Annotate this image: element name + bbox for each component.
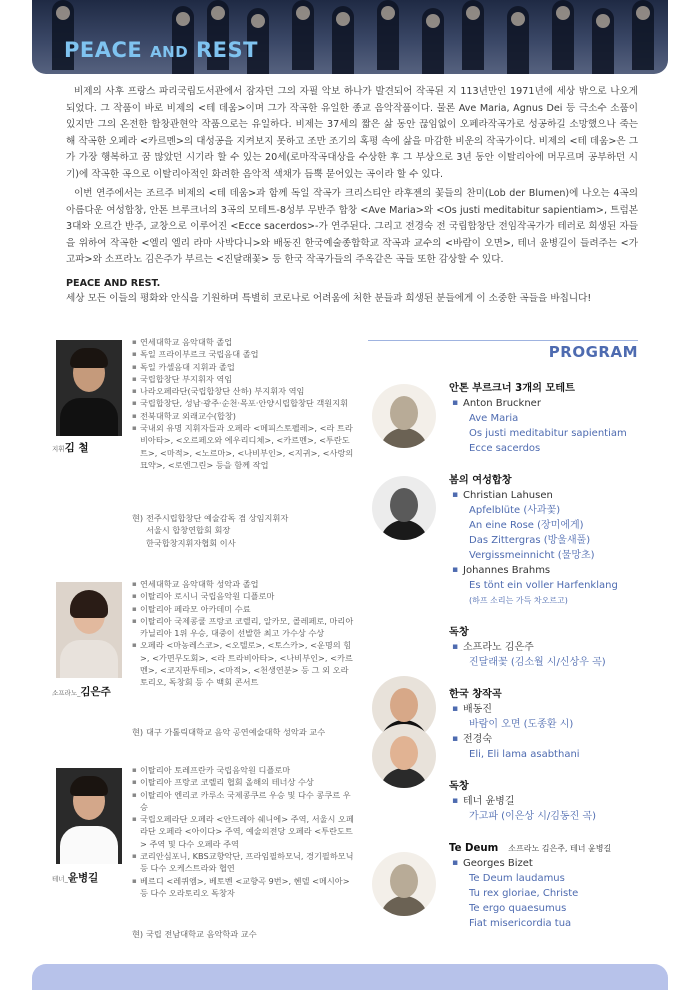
intro-paragraph-2: 이번 연주에서는 조르주 비제의 <테 데움>과 함께 독일 작곡가 크리스티안 라후젠의 꽃들의 찬미(Lob der Blumen)에 나오는 4곡의 아름다운 여성합창, 안톤 브루크너의 3곡의 모테트-8성부 무반주 합창 <Ave Maria>와 <Os justi meditabitur sapientiam>, 트럼본 3대와 오르간 반주, 교창으로 이루어진 <Ecce sacerdos>-가 연주된다. 그리고 전경숙 전 국립합창단 전임작곡가가 테러로 희생된 자들을 위하여 작곡한 <엘리 엘리 라마 사박다니>와 배동진 한국예술종합학교 작곡과 교수의 <바람이 오면>, 테너 윤병길이 들려주는 <가고파>와 소프라노 김은주가 부르는 <진달래꽃> 등 한국 작곡가들의 주옥같은 곡들 또한 감상할 수 있다. [66,188,638,266]
conductor-name: 김 철 [64,442,89,454]
program-section-solo-soprano: 독창 ▪ 소프라노 김은주 진달래꽃 (김소월 시/신상우 곡) [449,626,649,670]
soprano-caption: 소프라노_김은주 [52,686,111,698]
footer-bar [32,964,668,990]
tenor-current: 현) 국립 전남대학교 음악학과 교수 [132,929,257,939]
soprano-photo [56,582,122,678]
conductor-bio: ▪ 연세대학교 음악대학 졸업 ▪ 독일 프라이부르크 국립음대 졸업 ▪ 독일 카셀음대 지휘과 졸업 ▪ 국립합창단 부지휘자 역임 ▪ 나라오페라단(국립합창단 산하) 부지휘자 역임 ▪ 국립합창단, 성남·광주·순천·목포·안양시립합창단 객원지휘 ▪ 전북대학교 외래교수(합창) ▪ 국내외 유명 지휘자들과 오페라 <메피스토펠레>, <라 트라비아타>, <오르페오와 에우리디체>, <카르멘>, <투란도트>, <마적>, <노르마>, <나비부인>, <지귀>, <사랑의 묘약>, <로엔그린> 등을 함께 작업 [132,336,354,471]
dedication [66,276,638,306]
conductor-photo [56,340,122,436]
tenor-bio: ▪ 이탈리아 토레프란카 국립음악원 디플로마 ▪ 이탈리아 프랑코 코렐리 협회 올해의 테너상 수상 ▪ 이탈리아 엔리코 카루소 국제콩쿠르 우승 및 다수 콩쿠르 우승 ▪ 국립오페라단 오페라 <안드레아 쉐니에> 주역, 서울시 오페라단 오페라 <아이다> 주역, 예술의전당 오페라 <투란도트> 주역 및 다수 오페라 주역 ▪ 코리안심포니, KBS교향악단, 프라임필하모닉, 경기필하모닉 등 다수 오케스트라와 협연 ▪ 베르디 <레퀴엠>, 베토벤 <교향곡 9번>, 헨델 <메시아> 등 다수 오라토리오 독창자 [132,764,354,899]
conductor-caption: 지휘김 철 [52,442,89,454]
intro-paragraph-1: 비제의 사후 프랑스 파리국립도서관에서 잠자던 그의 자필 악보 하나가 발견되어 작곡된 지 113년만인 1971년에 세상 밖으로 나오게 되었다. 그 작품이 바로 비제의 <테 데움>이며 그가 작곡한 유일한 종교 음악작품이다. 물론 Ave Maria, Agnus Dei 등 극소수 소품이 있지만 그의 온전한 합창관현악 작품으로는 유일하다. 비제는 37세의 짧은 삶 동안 끊임없이 오페라작곡가로 성공하길 소망했으나 죽는 해 작곡한 오페라 <카르멘>의 대성공을 지켜보지 못하고 조만 조기의 혹평 속에 삶을 마감한 비운의 작곡가이다. 비제의 <테 데움>은 그가 가장 행복하고 꿈 많았던 시기라 할 수 있는 20세(로마작곡대상을 수상한 후 그 부상으로 3년 동안 이탈리아에 머무르며 공부하던 시기)에 작곡한 곡으로 이탈리아적인 화려한 음악적 색채가 듬뿍 묻어있는 곡이라 할 수 있다. [66,86,639,180]
tenor-photo [56,768,122,864]
header-banner [32,0,668,74]
composer-jeon-portrait [372,724,436,788]
program-section-bruckner: 안톤 부르크너 3개의 모테트 ▪ Anton Bruckner Ave Maria Os justi meditabitur sapientiam Ecce sacerdos [449,382,649,456]
program-divider [368,340,638,341]
soprano-name: 김은주 [80,686,111,698]
soprano-bio: ▪ 연세대학교 음악대학 성악과 졸업 ▪ 이탈리아 로시니 국립음악원 디플로마 ▪ 이탈리아 페라모 아카데미 수료 ▪ 이탈리아 국제콩쿨 프랑코 코렐리, 알카모, 콜레페로, 마리아 카닐리아 1위 우승, 대중이 선발한 최고 가수상 수상 ▪ 오페라 <마농레스코>, <오텔로>, <토스카>, <운명의 힘>, <가면무도회>, <라 트라비아타>, <나비부인>, <카르멘>, <코지판투테>, <마적>, <천생연분> 등 그 외 오라토리오, 독창회 등 수 백회 콘서트 [132,578,354,689]
tenor-caption: 테너_윤병길 [52,872,99,884]
tenor-name: 윤병길 [67,872,99,884]
program-section-spring-choir: 봄의 여성합창 ▪ Christian Lahusen Apfelblüte (사과꽃) An eine Rose (장미에게) Das Zittergras (방울새풀) Vergissmeinnicht (물망초) ▪ Johannes Brahms Es tönt ein voller Harfenklang (하프 소리는 가득 차오르고) [449,474,649,608]
soprano-current: 현) 대구 가톨릭대학교 음악 공연예술대학 성악과 교수 [132,727,326,737]
brahms-portrait [372,476,436,540]
dedication-text: 세상 모든 이들의 평화와 안식을 기원하며 특별히 코로나로 어려움에 처한 분들과 희생된 분들에게 이 소중한 곡들을 바칩니다! [66,293,592,304]
program-heading: PROGRAM [548,343,638,361]
program-section-te-deum: Te Deum 소프라노 김은주, 테너 윤병길 ▪ Georges Bizet Te Deum laudamus Tu rex gloriae, Christe Te ergo quaesumus Fiat misericordia tua [449,842,649,931]
bruckner-portrait [372,384,436,448]
page-title: PEACE AND REST [64,38,258,62]
dedication-heading: PEACE AND REST. [66,278,161,289]
bizet-portrait [372,852,436,916]
program-section-korean-works: 한국 창작곡 ▪ 배동진 바람이 오면 (도종환 시) ▪ 전경숙 Eli, Eli lama asabthani [449,688,649,762]
conductor-current: 현) 전주시립합창단 예술감독 겸 상임지휘자 서울시 합창연합회 회장 한국합창지휘자협회 이사 [132,513,289,548]
program-section-solo-tenor: 독창 ▪ 테너 윤병길 가고파 (이은상 시/김동진 곡) [449,780,649,824]
